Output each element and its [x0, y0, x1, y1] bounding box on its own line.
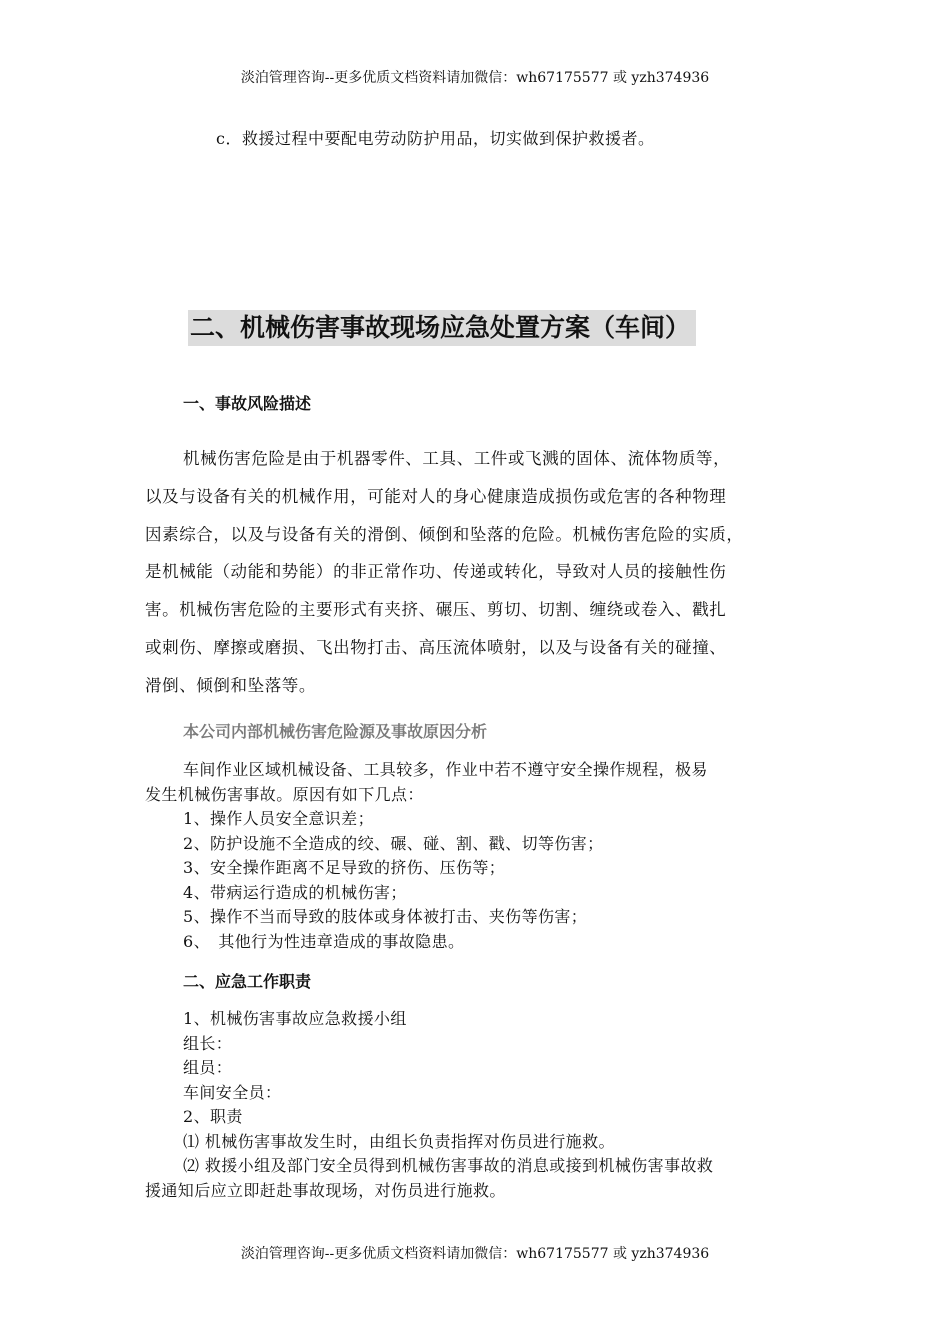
section-heading-duties: 二、应急工作职责: [183, 972, 312, 991]
page-header: 淡泊管理咨询--更多优质文档资料请加微信：wh67175577 或 yzh374936: [240, 70, 710, 86]
cause-item: 2、防护设施不全造成的绞、碾、碰、割、戳、切等伤害；: [183, 833, 604, 853]
page-footer: 淡泊管理咨询--更多优质文档资料请加微信：wh67175577 或 yzh374936: [240, 1246, 710, 1262]
duty-line: ⑴ 机械伤害事故发生时，由组长负责指挥对伤员进行施救。: [183, 1131, 615, 1151]
paragraph-line: 滑倒、倾倒和坠落等。: [145, 675, 316, 695]
cause-item: 6、 其他行为性违章造成的事故隐患。: [183, 931, 465, 951]
paragraph-line: 或刺伤、摩擦或磨损、飞出物打击、高压流体喷射，以及与设备有关的碰撞、: [145, 637, 727, 657]
duty-line: 1、机械伤害事故应急救援小组: [183, 1009, 407, 1028]
main-title: 二、机械伤害事故现场应急处置方案（车间）: [188, 310, 696, 346]
paragraph-line: 是机械能（动能和势能）的非正常作功、传递或转化，导致对人员的接触性伤: [145, 562, 727, 582]
duty-line: 组员：: [183, 1058, 233, 1077]
paragraph-line: 以及与设备有关的机械作用，可能对人的身心健康造成损伤或危害的各种物理: [145, 486, 727, 506]
duty-line: 组长：: [183, 1033, 233, 1053]
duty-line: 援通知后应立即赶赴事故现场，对伤员进行施救。: [145, 1180, 506, 1200]
cause-item: 4、带病运行造成的机械伤害；: [183, 882, 407, 902]
hazard-analysis-list: [145, 758, 825, 954]
paragraph-line: 害。机械伤害危险的主要形式有夹挤、碾压、剪切、切割、缠绕或卷入、戳扎: [145, 600, 727, 620]
duty-line: ⑵ 救援小组及部门安全员得到机械伤害事故的消息或接到机械伤害事故救: [183, 1156, 714, 1175]
cause-item: 3、安全操作距离不足导致的挤伤、压伤等；: [183, 858, 506, 877]
section-heading-risk: 一、事故风险描述: [183, 394, 312, 413]
cause-item: 1、操作人员安全意识差；: [183, 809, 374, 828]
paragraph-line: 因素综合，以及与设备有关的滑倒、倾倒和坠落的危险。机械伤害危险的实质，: [145, 524, 744, 544]
hazard-analysis-subheading: 本公司内部机械伤害危险源及事故原因分析: [183, 722, 488, 741]
duties-list: [145, 1007, 825, 1203]
duty-line: 车间安全员：: [183, 1082, 282, 1102]
rescue-protection-line: c．救援过程中要配电劳动防护用品，切实做到保护救援者。: [216, 129, 655, 148]
risk-description-paragraph: [145, 440, 825, 705]
analysis-line: 车间作业区域机械设备、工具较多，作业中若不遵守安全操作规程，极易: [183, 760, 708, 779]
cause-item: 5、操作不当而导致的肢体或身体被打击、夹伤等伤害；: [183, 907, 588, 926]
duty-line: 2、职责: [183, 1107, 243, 1126]
paragraph-line: 机械伤害危险是由于机器零件、工具、工件或飞溅的固体、流体物质等，: [183, 449, 731, 468]
analysis-line: 发生机械伤害事故。原因有如下几点：: [145, 784, 424, 804]
